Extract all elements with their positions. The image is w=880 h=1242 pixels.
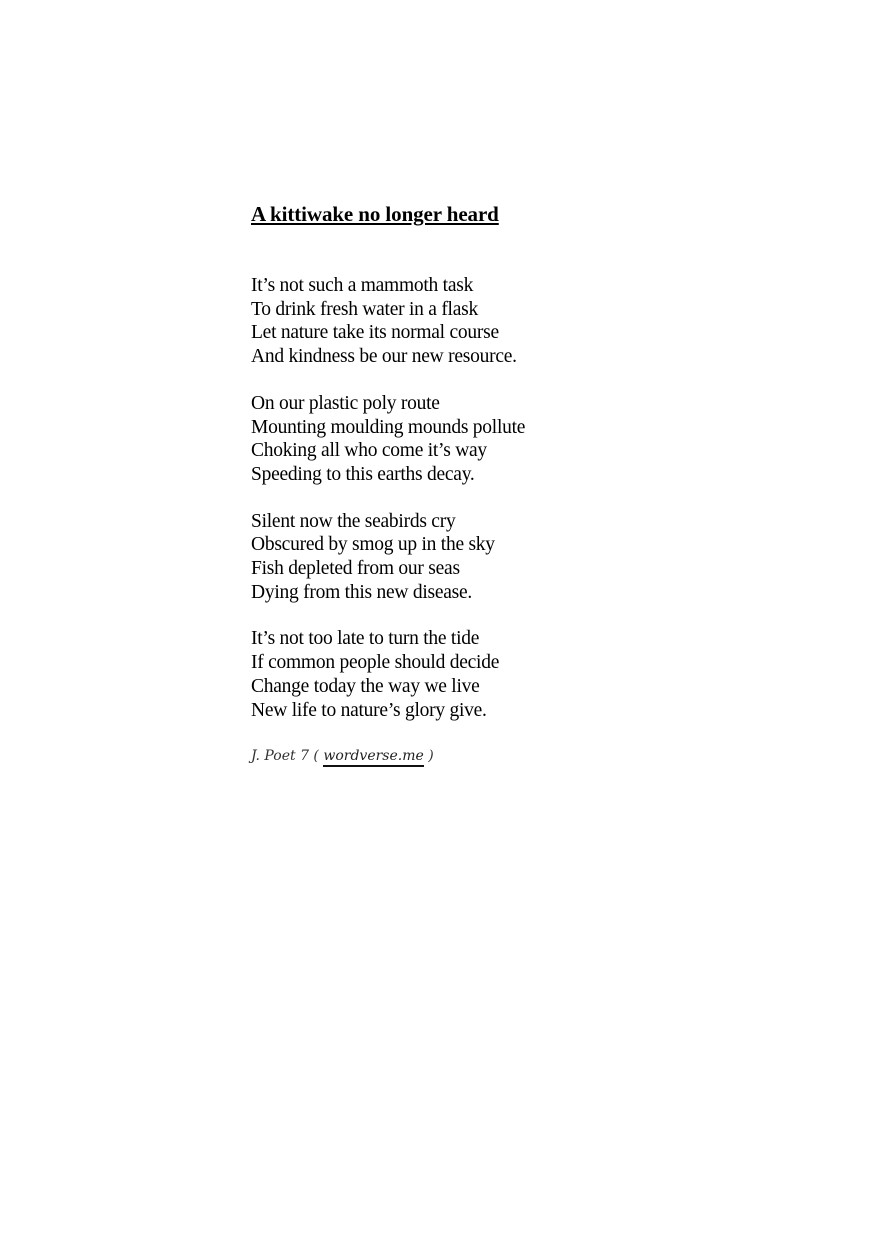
poem-line: And kindness be our new resource.	[251, 346, 517, 368]
poem-line: Silent now the seabirds cry	[251, 510, 456, 532]
poem-line: Obscured by smog up in the sky	[251, 534, 495, 556]
poem-line: Speeding to this earths decay.	[251, 463, 475, 485]
stanza-4	[251, 627, 671, 722]
poem-body	[251, 274, 671, 722]
poem	[251, 199, 671, 767]
poem-line: If common people should decide	[251, 652, 500, 674]
poem-line: New life to nature’s glory give.	[251, 699, 487, 721]
poem-line: It’s not too late to turn the tide	[251, 628, 480, 650]
poem-title: A kittiwake no longer heard	[251, 202, 499, 226]
poem-line: Mounting moulding mounds pollute	[251, 416, 526, 438]
stanza-1	[251, 274, 671, 369]
stanza-3	[251, 510, 671, 605]
poem-line: It’s not such a mammoth task	[251, 275, 474, 296]
poem-line: Fish depleted from our seas	[251, 558, 460, 580]
signature-author: J. Poet 7 (	[251, 748, 319, 765]
poem-line: Change today the way we live	[251, 675, 480, 697]
website-link[interactable]: wordverse.me	[323, 747, 423, 767]
poem-line: Dying from this new disease.	[251, 581, 473, 603]
signature-close: )	[428, 748, 434, 765]
author-signature	[251, 745, 671, 767]
poem-line: On our plastic poly route	[251, 392, 440, 414]
stanza-2	[251, 392, 671, 487]
poem-line: Let nature take its normal course	[251, 322, 499, 344]
poem-line: Choking all who come it’s way	[251, 440, 487, 462]
poem-line: To drink fresh water in a flask	[251, 298, 478, 320]
